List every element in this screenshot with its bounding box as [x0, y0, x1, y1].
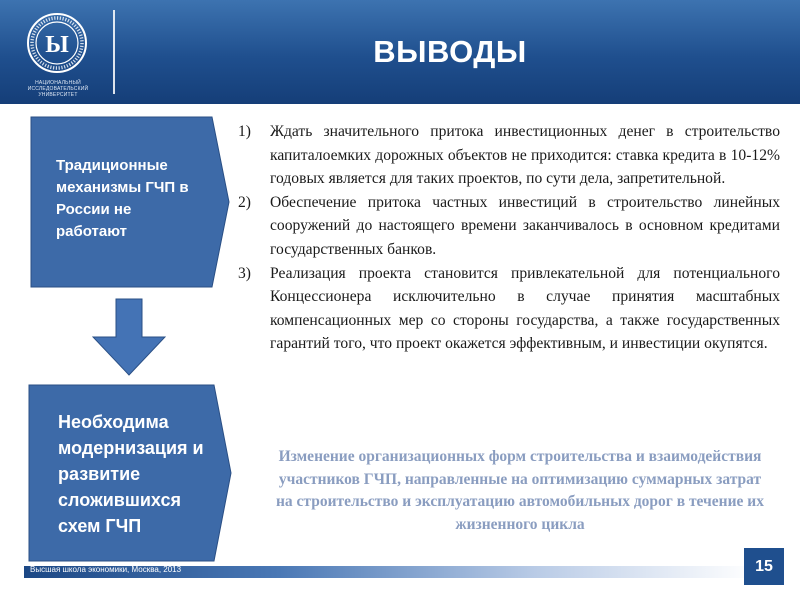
box-modernization-text: Необходима модернизация и развитие сложившихся схем ГЧП	[58, 412, 204, 536]
box-traditional-text: Традиционные механизмы ГЧП в России не работают	[56, 157, 189, 240]
arrow-down-icon	[92, 298, 166, 376]
list-item: 3) Реализация проекта становится привлекательной для потенциального Концессионера исключительно в случае принятия масштабных компенсационных мер со стороны государства, а также государственных гарантий того, что проект окажется эффективным, и инвестиции окупятся.	[238, 264, 780, 353]
list-item: 1) Ждать значительного притока инвестиционных денег в строительство капиталоемких дорожных объектов не приходится: ставка кредита в 10-12% годовых является для таких проектов, по сути дела, запретительной.	[238, 123, 780, 188]
conclusions-list	[238, 120, 780, 356]
hse-logo-icon	[26, 12, 88, 74]
header-bar	[0, 0, 800, 104]
svg-text:Ы: Ы	[45, 32, 69, 58]
conclusion-text: Изменение организационных форм строительства и взаимодействия участников ГЧП, направленные на оптимизацию суммарных затрат на строительство и эксплуатацию автомобильных дорог в течение их жизненного цикла	[276, 448, 764, 533]
page-number: 15	[744, 548, 784, 585]
footer-text: Высшая школа экономики, Москва, 2013	[30, 565, 182, 574]
page-title: ВЫВОДЫ	[373, 34, 527, 69]
logo-subtitle: НАЦИОНАЛЬНЫЙ ИССЛЕДОВАТЕЛЬСКИЙ УНИВЕРСИТЕТ	[27, 80, 89, 98]
header-divider	[113, 10, 115, 94]
list-item: 2) Обеспечение притока частных инвестиций в строительство линейных сооружений до настоящего времени заканчивалось в основном кредитами государственных банков.	[238, 193, 780, 258]
